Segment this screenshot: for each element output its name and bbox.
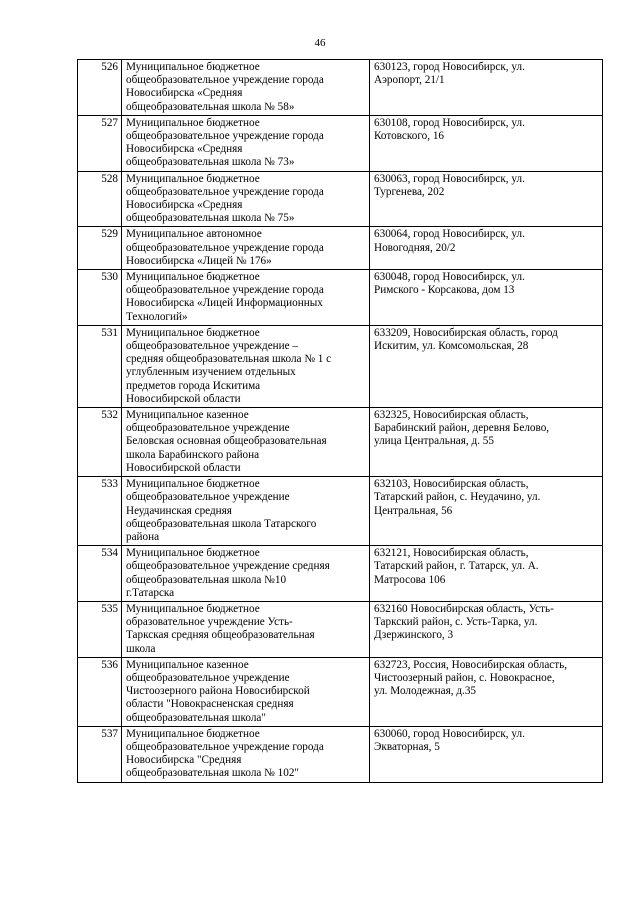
institution-name-cell: Муниципальное бюджетное общеобразовательное учреждение города Новосибирска «Лицей Информационных Технологий» — [122, 270, 370, 326]
row-number-cell: 535 — [78, 601, 122, 657]
table-row — [78, 171, 603, 227]
table-row — [78, 546, 603, 602]
address-cell: 630063, город Новосибирск, ул. Тургенева, 202 — [370, 171, 603, 227]
row-number-cell: 537 — [78, 726, 122, 782]
address-cell: 632325, Новосибирская область, Барабинский район, деревня Белово, улица Центральная, д. 55 — [370, 408, 603, 477]
row-number-cell: 530 — [78, 270, 122, 326]
address-cell: 632121, Новосибирская область, Татарский район, г. Татарск, ул. А. Матросова 106 — [370, 546, 603, 602]
address-cell: 633209, Новосибирская область, город Искитим, ул. Комсомольская, 28 — [370, 325, 603, 407]
institution-name-cell: Муниципальное бюджетное образовательное учреждение Усть- Таркская средняя общеобразовательная школа — [122, 601, 370, 657]
address-cell: 632723, Россия, Новосибирская область, Чистоозерный район, с. Новокрасное, ул. Молодежная, д.35 — [370, 657, 603, 726]
table-row — [78, 657, 603, 726]
row-number-cell: 531 — [78, 325, 122, 407]
address-cell: 630048, город Новосибирск, ул. Римского - Корсакова, дом 13 — [370, 270, 603, 326]
institution-name-cell: Муниципальное автономное общеобразовательное учреждение города Новосибирска «Лицей № 176» — [122, 227, 370, 270]
row-number-cell: 529 — [78, 227, 122, 270]
address-cell: 630108, город Новосибирск, ул. Котовского, 16 — [370, 115, 603, 171]
table-row — [78, 601, 603, 657]
address-cell: 632103, Новосибирская область, Татарский район, с. Неудачино, ул. Центральная, 56 — [370, 477, 603, 546]
institution-name-cell: Муниципальное казенное общеобразовательное учреждение Чистоозерного района Новосибирской области "Новокрасненская средняя общеобразовательная школа" — [122, 657, 370, 726]
institution-name-cell: Муниципальное казенное общеобразовательное учреждение Беловская основная общеобразовательная школа Барабинского района Новосибирской области — [122, 408, 370, 477]
table-row — [78, 227, 603, 270]
institution-name-cell: Муниципальное бюджетное общеобразовательное учреждение города Новосибирска «Средняя общеобразовательная школа № 58» — [122, 60, 370, 116]
row-number-cell: 532 — [78, 408, 122, 477]
page-number: 46 — [314, 37, 326, 49]
table-row — [78, 115, 603, 171]
address-cell: 630060, город Новосибирск, ул. Экваторная, 5 — [370, 726, 603, 782]
institution-name-cell: Муниципальное бюджетное общеобразовательное учреждение города Новосибирска «Средняя общеобразовательная школа № 73» — [122, 115, 370, 171]
row-number-cell: 527 — [78, 115, 122, 171]
row-number-cell: 533 — [78, 477, 122, 546]
table-row — [78, 408, 603, 477]
row-number-cell: 526 — [78, 60, 122, 116]
table-body — [78, 60, 603, 783]
table-row — [78, 726, 603, 782]
institution-name-cell: Муниципальное бюджетное общеобразовательное учреждение города Новосибирска "Средняя общеобразовательная школа № 102" — [122, 726, 370, 782]
institution-name-cell: Муниципальное бюджетное общеобразовательное учреждение города Новосибирска «Средняя общеобразовательная школа № 75» — [122, 171, 370, 227]
institution-name-cell: Муниципальное бюджетное общеобразовательное учреждение Неудачинская средняя общеобразовательная школа Татарского района — [122, 477, 370, 546]
address-cell: 632160 Новосибирская область, Усть- Таркский район, с. Усть-Тарка, ул. Дзержинского, 3 — [370, 601, 603, 657]
table-row — [78, 60, 603, 116]
institution-name-cell: Муниципальное бюджетное общеобразовательное учреждение – средняя общеобразовательная школа № 1 с углубленным изучением отдельных предметов города Искитима Новосибирской области — [122, 325, 370, 407]
address-cell: 630064, город Новосибирск, ул. Новогодняя, 20/2 — [370, 227, 603, 270]
address-cell: 630123, город Новосибирск, ул. Аэропорт, 21/1 — [370, 60, 603, 116]
table-row — [78, 325, 603, 407]
institutions-table — [77, 59, 603, 783]
row-number-cell: 528 — [78, 171, 122, 227]
row-number-cell: 534 — [78, 546, 122, 602]
table-row — [78, 477, 603, 546]
row-number-cell: 536 — [78, 657, 122, 726]
table-row — [78, 270, 603, 326]
institution-name-cell: Муниципальное бюджетное общеобразовательное учреждение средняя общеобразовательная школа №10 г.Татарска — [122, 546, 370, 602]
